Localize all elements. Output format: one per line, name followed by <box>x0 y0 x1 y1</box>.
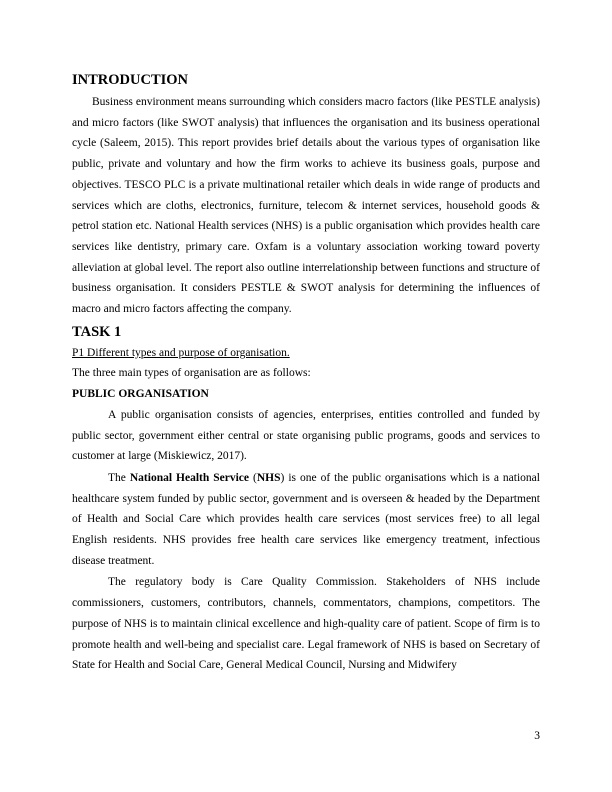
regulatory-body-paragraph: The regulatory body is Care Quality Commission. Stakeholders of NHS include commissioners, customers, contributors, channels, commentators, champions, competitors. The purpose of NHS is to maintain clinical excellence and high-quality care of patient. Scope of firm is to promote health and well-being and specialist care. Legal framework of NHS is based on Secretary of State for Health and Social Care, General Medical Council, Nursing and Midwifery <box>72 576 540 672</box>
p1-subheading: P1 Different types and purpose of organisation. <box>72 346 290 359</box>
nhs-full-name: National Health Service <box>129 471 250 484</box>
public-organisation-heading: PUBLIC ORGANISATION <box>72 388 209 401</box>
page-content <box>72 70 540 676</box>
nhs-paragraph-pre: The <box>108 471 130 484</box>
nhs-paragraph-post: ) is one of the public organisations which is a national healthcare system funded by public sector, government and is overseen & headed by the Department of Health and Social Care which provides health care services (most services free) to all legal English residents. NHS provides free health care services like emergency treatment, infectious disease treatment. <box>72 471 540 567</box>
introduction-heading: INTRODUCTION <box>72 72 189 88</box>
organisation-types-lead: The three main types of organisation are as follows: <box>72 367 311 380</box>
task-1-heading: TASK 1 <box>72 323 122 340</box>
introduction-paragraph: Business environment means surrounding which considers macro factors (like PESTLE analysis) and micro factors (like SWOT analysis) that influences the organisation and its business operational cycle (Saleem, 2015). This report provides brief details about the various types of organisation like public, private and voluntary and how the firm works to achieve its business goals, purpose and objectives. TESCO PLC is a private multinational retailer which deals in wide range of products and services which are cloths, electronics, furniture, telecom & internet services, household goods & petrol station etc. National Health services (NHS) is a public organisation which provides health care services like dentistry, primary care. Oxfam is a voluntary association working toward poverty alleviation at global level. The report also outline interrelationship between functions and structure of business organisation. It considers PESTLE & SWOT analysis for determining the influences of macro and micro factors affecting the company. <box>72 96 540 316</box>
nhs-acronym: NHS <box>256 471 281 484</box>
public-organisation-paragraph: A public organisation consists of agencies, enterprises, entities controlled and funded by public sector, government either central or state organising public programs, goods and services to customer at large (Miskiewicz, 2017). <box>72 408 540 463</box>
nhs-paragraph <box>72 468 540 572</box>
page-number: 3 <box>534 730 540 742</box>
nhs-paragraph-mid: ( <box>249 471 257 484</box>
